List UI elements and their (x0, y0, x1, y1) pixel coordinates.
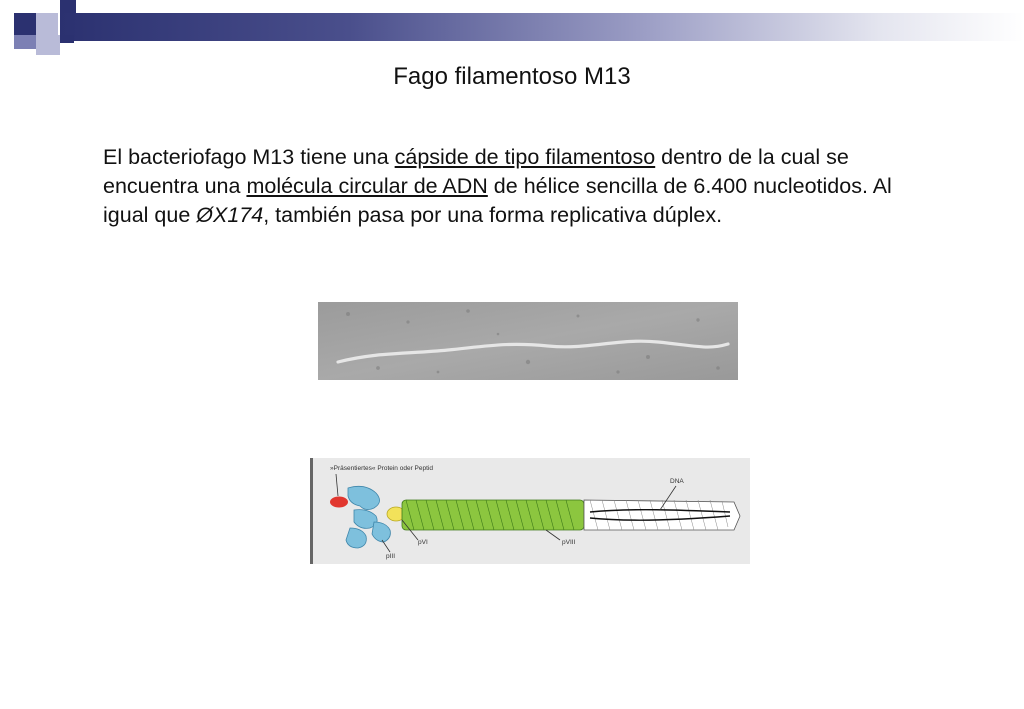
header-square-mid-1 (14, 35, 36, 49)
diagram-label-presented-peptide: »Präsentiertes« Protein oder Peptid (330, 465, 433, 472)
paragraph-italic-phage: ØX174 (196, 203, 264, 227)
header-square-light-1 (36, 13, 58, 35)
diagram-label-pvi: pVI (418, 539, 428, 546)
paragraph-text-3: de hélice sencilla de 6.400 nucleotidos. Al igual que (103, 174, 892, 227)
phage-structure-diagram (310, 458, 750, 564)
header-square-light-2 (36, 35, 60, 55)
header-square-dark-2 (60, 0, 76, 13)
slide-title: Fago filamentoso M13 (393, 63, 631, 90)
paragraph-text-1: El bacteriofago M13 tiene una (103, 145, 395, 169)
paragraph-underlined-dna: molécula circular de ADN (246, 174, 488, 198)
header-square-dark-3 (60, 35, 74, 43)
diagram-label-piii: pIII (386, 553, 396, 560)
peptide-red-blob (330, 497, 348, 508)
header-gradient-bar (60, 13, 1024, 41)
paragraph-underlined-capside: cápside de tipo filamentoso (394, 145, 656, 169)
header-square-dark-1 (14, 13, 36, 35)
paragraph-text-2: dentro de la cual se encuentra una (103, 145, 849, 198)
diagram-label-dna: DNA (670, 478, 684, 485)
diagram-label-pviii: pVIII (562, 539, 576, 546)
paragraph-text-4: , también pasa por una forma replicativa dúplex. (263, 203, 723, 227)
electron-micrograph-image (318, 302, 738, 380)
slide-paragraph (103, 143, 933, 230)
